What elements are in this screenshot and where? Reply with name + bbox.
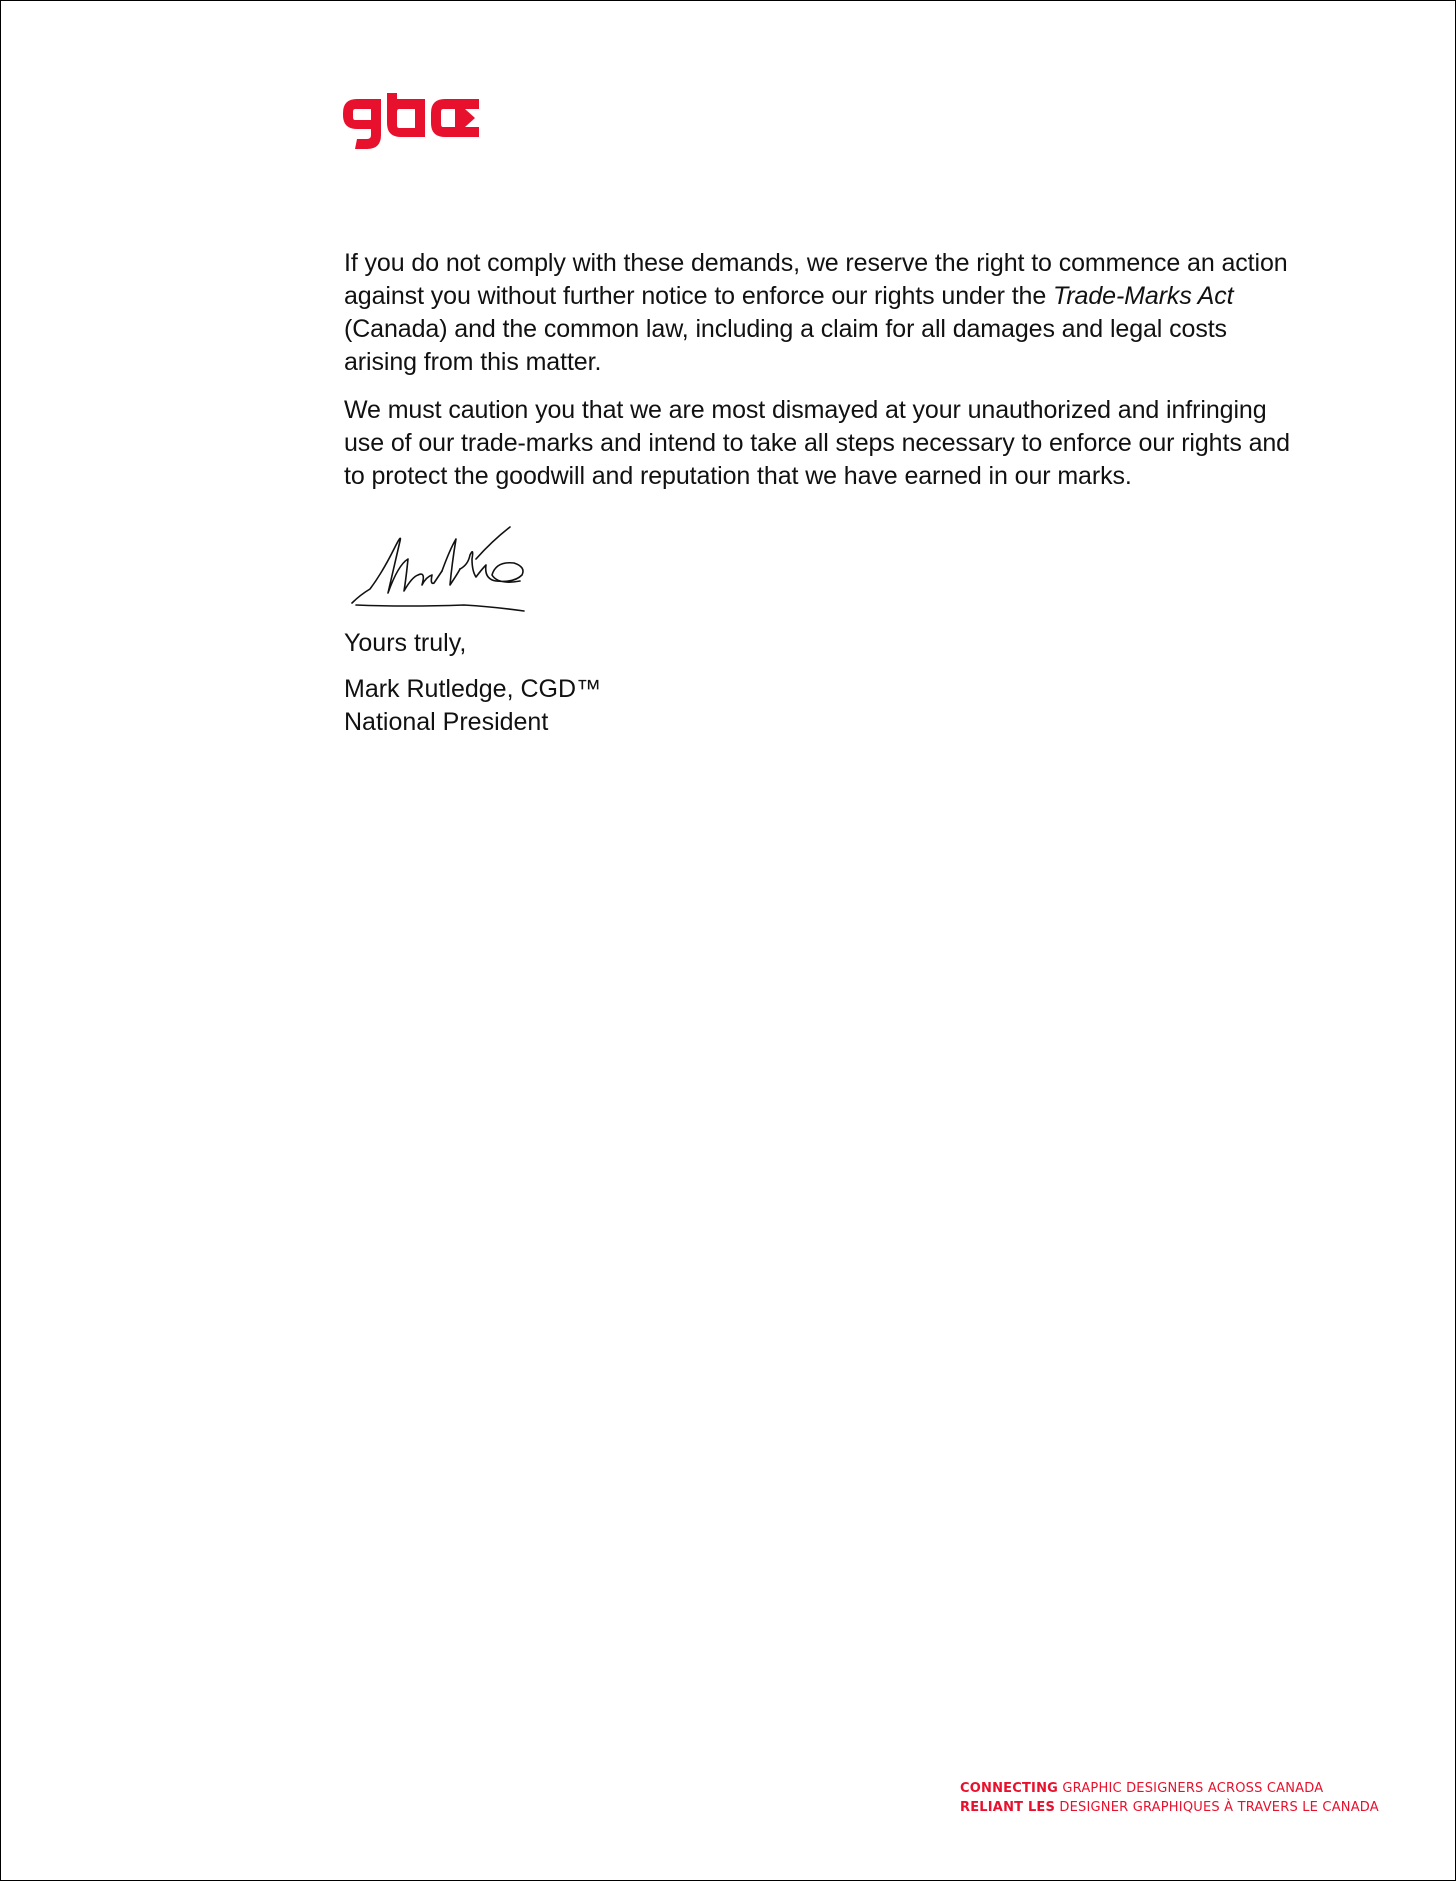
letter-closing	[344, 627, 601, 739]
paragraph-1-text-start: If you do not comply with these demands, we reserve the right to commence an action against you without further notice to enforce our rights under the	[344, 249, 1288, 310]
letter-body	[344, 247, 1304, 508]
footer-tagline	[960, 1779, 1379, 1817]
act-title: Trade-Marks Act	[1053, 282, 1234, 310]
closing-gap	[344, 660, 601, 673]
signature-icon	[346, 519, 596, 615]
gdc-logo	[343, 93, 479, 151]
paragraph-1-text-end: (Canada) and the common law, including a claim for all damages and legal costs arising from this matter.	[344, 315, 1227, 376]
signer-name: Mark Rutledge, CGD™	[344, 675, 602, 703]
tagline-french	[960, 1798, 1379, 1817]
signature	[346, 519, 596, 615]
paragraph-legal-action	[344, 247, 1304, 379]
tagline-french-bold: RELIANT LES	[960, 1800, 1056, 1815]
gdc-logo-icon	[343, 93, 479, 151]
tagline-french-rest: DESIGNER GRAPHIQUES À TRAVERS LE CANADA	[1055, 1800, 1379, 1815]
tagline-english-bold: CONNECTING	[960, 1781, 1059, 1796]
tagline-english-rest: GRAPHIC DESIGNERS ACROSS CANADA	[1058, 1781, 1324, 1796]
signer-title: National President	[344, 708, 549, 736]
tagline-english	[960, 1779, 1379, 1798]
salutation: Yours truly,	[344, 629, 467, 657]
paragraph-caution: We must caution you that we are most dismayed at your unauthorized and infringing use of our trade-marks and intend to take all steps necessary to enforce our rights and to protect the goodwill and reputation that we have earned in our marks.	[344, 396, 1290, 490]
